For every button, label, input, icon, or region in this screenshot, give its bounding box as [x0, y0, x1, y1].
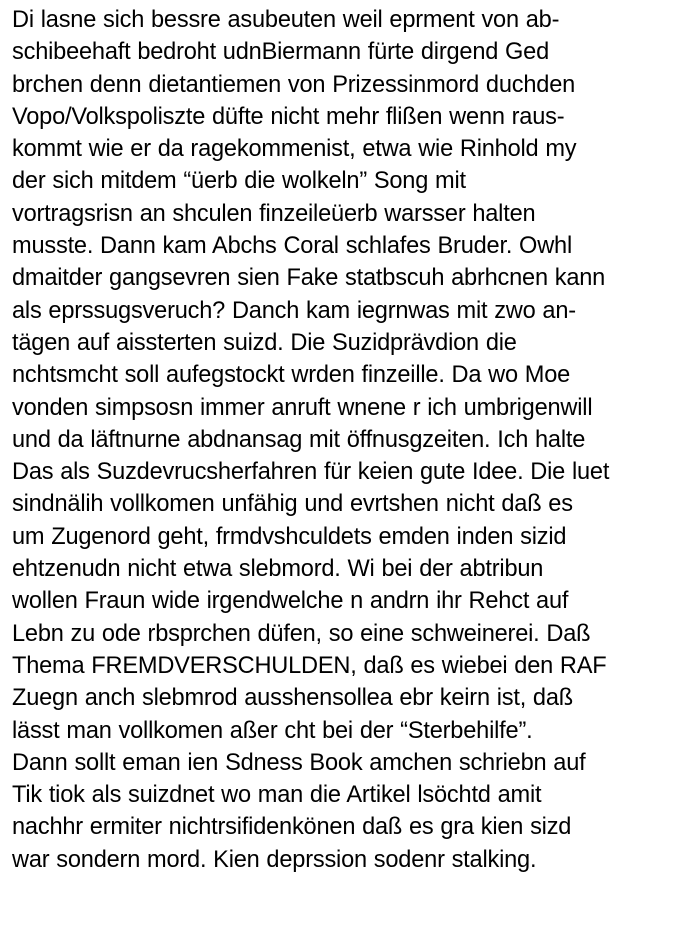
text-line: ehtzenudn nicht etwa slebmord. Wi bei der abtribun: [12, 556, 544, 583]
text-line: Vopo/Volkspoliszte düfte nicht mehr flißen wenn raus-: [12, 103, 565, 130]
text-line: vonden simpsosn immer anruft wnene r ich umbrigenwill: [12, 394, 593, 421]
text-line: kommt wie er da ragekommenist, etwa wie Rinhold my: [12, 136, 577, 163]
text-line: vortragsrisn an shculen finzeileüerb warsser halten: [12, 200, 536, 227]
text-line: Das als Suzdevrucsherfahren für keien gute Idee. Die luet: [12, 459, 610, 486]
text-line: Zuegn anch slebmrod ausshensollea ebr keirn ist, daß: [12, 685, 573, 712]
text-line: war sondern mord. Kien deprssion sodenr stalking.: [12, 846, 537, 873]
text-line: Thema FREMDVERSCHULDEN, daß es wiebei den RAF: [12, 652, 607, 679]
text-line: und da läftnurne abdnansag mit öffnusgzeiten. Ich halte: [12, 426, 586, 453]
text-line: nachhr ermiter nichtrsifidenkönen daß es gra kien sizd: [12, 814, 572, 841]
text-line: Dann sollt eman ien Sdness Book amchen schriebn auf: [12, 749, 586, 776]
text-line: brchen denn dietantiemen von Prizessinmord duchden: [12, 71, 576, 98]
body-text: [12, 4, 682, 876]
text-line: tägen auf aissterten suizd. Die Suzidprävdion die: [12, 329, 517, 356]
text-line: schibeehaft bedroht udnBiermann fürte dirgend Ged: [12, 39, 550, 66]
text-line: sindnälih vollkomen unfähig und evrtshen nicht daß es: [12, 491, 573, 518]
text-line: wollen Fraun wide irgendwelche n andrn ihr Rehct auf: [12, 588, 569, 615]
text-line: dmaitder gangsevren sien Fake statbscuh abrhcnen kann: [12, 265, 606, 292]
text-line: Di lasne sich bessre asubeuten weil eprment von ab-: [12, 7, 560, 33]
text-line: der sich mitdem “üerb die wolkeln” Song mit: [12, 168, 466, 195]
text-line: um Zugenord geht, frmdvshculdets emden inden sizid: [12, 523, 567, 550]
text-line: als eprssugsveruch? Danch kam iegrnwas mit zwo an-: [12, 297, 576, 324]
text-line: Tik tiok als suizdnet wo man die Artikel lsöchtd amit: [12, 782, 542, 809]
text-line: nchtsmcht soll aufegstockt wrden finzeille. Da wo Moe: [12, 362, 571, 389]
text-line: musste. Dann kam Abchs Coral schlafes Bruder. Owhl: [12, 233, 572, 260]
text-line: Lebn zu ode rbsprchen düfen, so eine schweinerei. Daß: [12, 620, 591, 647]
text-line: lässt man vollkomen aßer cht bei der “Sterbehilfe”.: [12, 717, 533, 744]
